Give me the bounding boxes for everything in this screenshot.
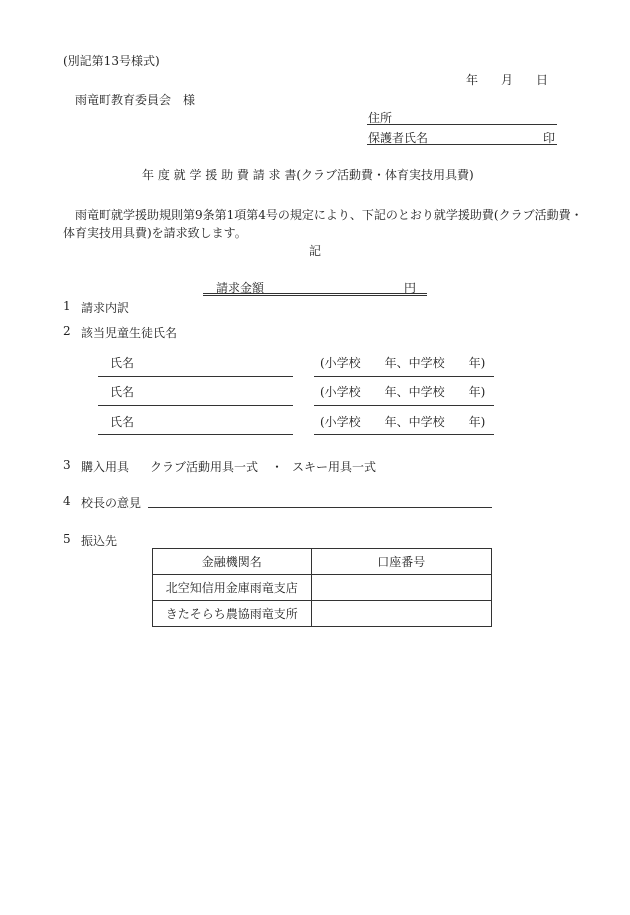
student-2-name-label: 氏名 — [110, 385, 135, 399]
section-2-number: 2 — [63, 324, 71, 338]
equipment-separator: ・ — [271, 460, 284, 474]
account-number-header: 口座番号 — [311, 549, 491, 575]
student-2-name-line — [98, 405, 293, 406]
section-5-label: 振込先 — [81, 534, 118, 548]
address-line — [367, 124, 557, 125]
amount-unit: 円 — [404, 281, 417, 295]
amount-underline — [203, 293, 427, 296]
equipment-option-ski: スキー用具一式 — [292, 460, 377, 474]
account-number-cell — [311, 601, 491, 627]
document-title: 年 度 就 学 援 助 費 請 求 書(クラブ活動費・体育実技用具費) — [142, 168, 474, 182]
bank-table-header — [153, 549, 492, 575]
date-day: 日 — [536, 73, 549, 87]
student-3-name-label: 氏名 — [110, 415, 135, 429]
bank-name-cell: 北空知信用金庫雨竜支店 — [153, 575, 312, 601]
guardian-line — [367, 144, 557, 145]
body-line-2: 体育実技用具費)を請求致します。 — [63, 226, 247, 240]
student-2-grade: (小学校 年、中学校 年) — [320, 385, 486, 399]
section-3-number: 3 — [63, 458, 71, 472]
equipment-option-club: クラブ活動用具一式 — [150, 460, 259, 474]
seal-mark: 印 — [543, 131, 556, 145]
address-label: 住所 — [368, 111, 393, 125]
student-3-grade: (小学校 年、中学校 年) — [320, 415, 486, 429]
bank-table — [152, 548, 492, 627]
section-1-label: 請求内訳 — [81, 301, 130, 315]
section-4-number: 4 — [63, 494, 71, 508]
student-1-grade-line — [314, 376, 494, 377]
bank-name-cell: きたそらち農協雨竜支所 — [153, 601, 312, 627]
principal-opinion-line — [148, 507, 492, 508]
bank-name-header: 金融機関名 — [153, 549, 312, 575]
ki-label: 記 — [309, 244, 322, 258]
student-1-name-label: 氏名 — [110, 356, 135, 370]
body-line-1: 雨竜町就学援助規則第9条第1項第4号の規定により、下記のとおり就学援助費(クラブ活動費・ — [75, 208, 583, 222]
amount-label: 請求金額 — [216, 281, 265, 295]
section-4-label: 校長の意見 — [81, 496, 142, 510]
section-1-number: 1 — [63, 299, 71, 313]
student-3-grade-line — [314, 434, 494, 435]
account-number-cell — [311, 575, 491, 601]
section-5-number: 5 — [63, 532, 71, 546]
student-1-name-line — [98, 376, 293, 377]
student-2-grade-line — [314, 405, 494, 406]
student-3-name-line — [98, 434, 293, 435]
section-2-label: 該当児童生徒氏名 — [81, 326, 178, 340]
recipient: 雨竜町教育委員会 様 — [75, 93, 196, 107]
date-month: 月 — [501, 73, 514, 87]
form-number: (別記第13号様式) — [63, 54, 160, 68]
table-row — [153, 601, 492, 627]
section-3-label: 購入用具 — [81, 460, 130, 474]
guardian-label: 保護者氏名 — [368, 131, 429, 145]
student-1-grade: (小学校 年、中学校 年) — [320, 356, 486, 370]
date-year: 年 — [466, 73, 479, 87]
table-row — [153, 575, 492, 601]
